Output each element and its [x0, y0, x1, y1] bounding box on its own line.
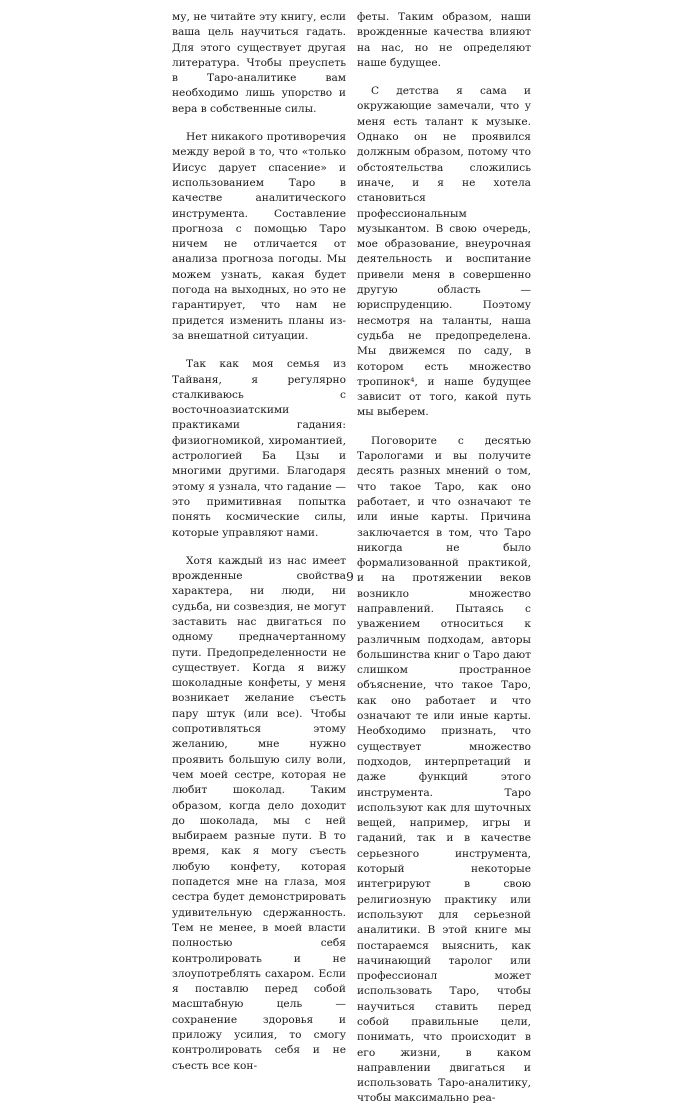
paragraph: Так как моя семья из Тайваня, я регулярно сталкиваюсь с восточноазиатскими практиками гадания: физиогномикой, хиромантией, астрологией Ба Цзы и многими другими. Благодаря этому я узнала, что гадание — это примитивная попытка понять космические силы, которые управляют нами.: [172, 358, 346, 539]
paragraph: Хотя каждый из нас имеет врожденные свойства характера, ни люди, ни судьба, ни созвездия, не могут заставить нас двигаться по одному предначертанному пути. Предопределенности не существует. Когда я вижу шоколадные конфеты, у меня возникает желание съесть пару штук (или все). Чтобы сопротивляться этому желанию, мне нужно проявить большую силу воли, чем моей сестре, которая не любит шоколад. Таким образом, когда дело доходит до шоколада, мы с ней выбираем разные пути. В то время, как я могу съесть любую конфету, которая попадется мне на глаза, моя сестра будет демонстрировать удивительную сдержанность. Тем не менее, в моей власти полностью себя контролировать и не злоупотреблять сахаром. Если я поставлю перед собой масштабную цель — сохранение здоровья и приложу усилия, то смогу контролировать себя и не съесть все кон-: [172, 554, 346, 1072]
paragraph-continuation: му, не читайте эту книгу, если ваша цель научиться гадать. Для этого существует другая литература. Чтобы преуспеть в Таро-аналитике вам необходимо лишь упорство и вера в собственные силы.: [172, 11, 346, 115]
paragraph-continuation: феты. Таким образом, наши врожденные качества влияют на нас, но не определяют наше будущее.: [357, 11, 531, 69]
paragraph: Поговорите с десятью Тарологами и вы получите десять разных мнений о том, что такое Таро, как оно работает, и что означают те или иные карты. Причина заключается в том, что Таро никогда не было формализованной практикой, и на протяжении веков возникло множество направлений. Пытаясь с уважением относиться к различным подходам, авторы большинства книг о Таро дают слишком пространное объяснение, что такое Таро, как оно работает и что означают те или иные карты. Необходимо признать, что существует множество подходов, интерпретаций и даже функций этого инструмента. Таро используют как для шуточных вещей, например, игры и гаданий, так и в качестве серьезного инструмента, который некоторые интегрируют в свою религиозную практику или используют для серьезной аналитики. В этой книге мы постараемся выяснить, как начинающий таролог или профессионал может использовать Таро, чтобы научиться ставить перед собой правильные цели, понимать, что происходит в его жизни, в каком направлении двигаться и использовать Таро-аналитику, чтобы максимально реа-: [357, 434, 531, 1105]
page-number: 9: [346, 570, 354, 584]
paragraph: Нет никакого противоречия между верой в то, что «только Иисус дарует спасение» и использованием Таро в качестве аналитического инструмента. Составление прогноза с помощью Таро ничем не отличается от анализа прогноза погоды. Мы можем узнать, какая будет погода на выходных, но это не гарантирует, что нам не придется изменить планы из-за внешатной ситуации.: [172, 131, 346, 342]
left-text-column: [172, 10, 346, 1087]
paragraph: С детства я сама и окружающие замечали, что у меня есть талант к музыке. Однако он не проявился должным образом, потому что обстоятельства сложились иначе, и я не хотела становиться профессиональным музыкантом. В свою очередь, мое образование, внеурочная деятельность и воспитание привели меня в совершенно другую область — юриспруденцию. Поэтому несмотря на таланты, наша судьба не предопределена. Мы движемся по саду, в котором есть множество тропинок⁴, и наше будущее зависит от того, какой путь мы выберем.: [357, 85, 531, 419]
right-text-column: [357, 10, 531, 1120]
